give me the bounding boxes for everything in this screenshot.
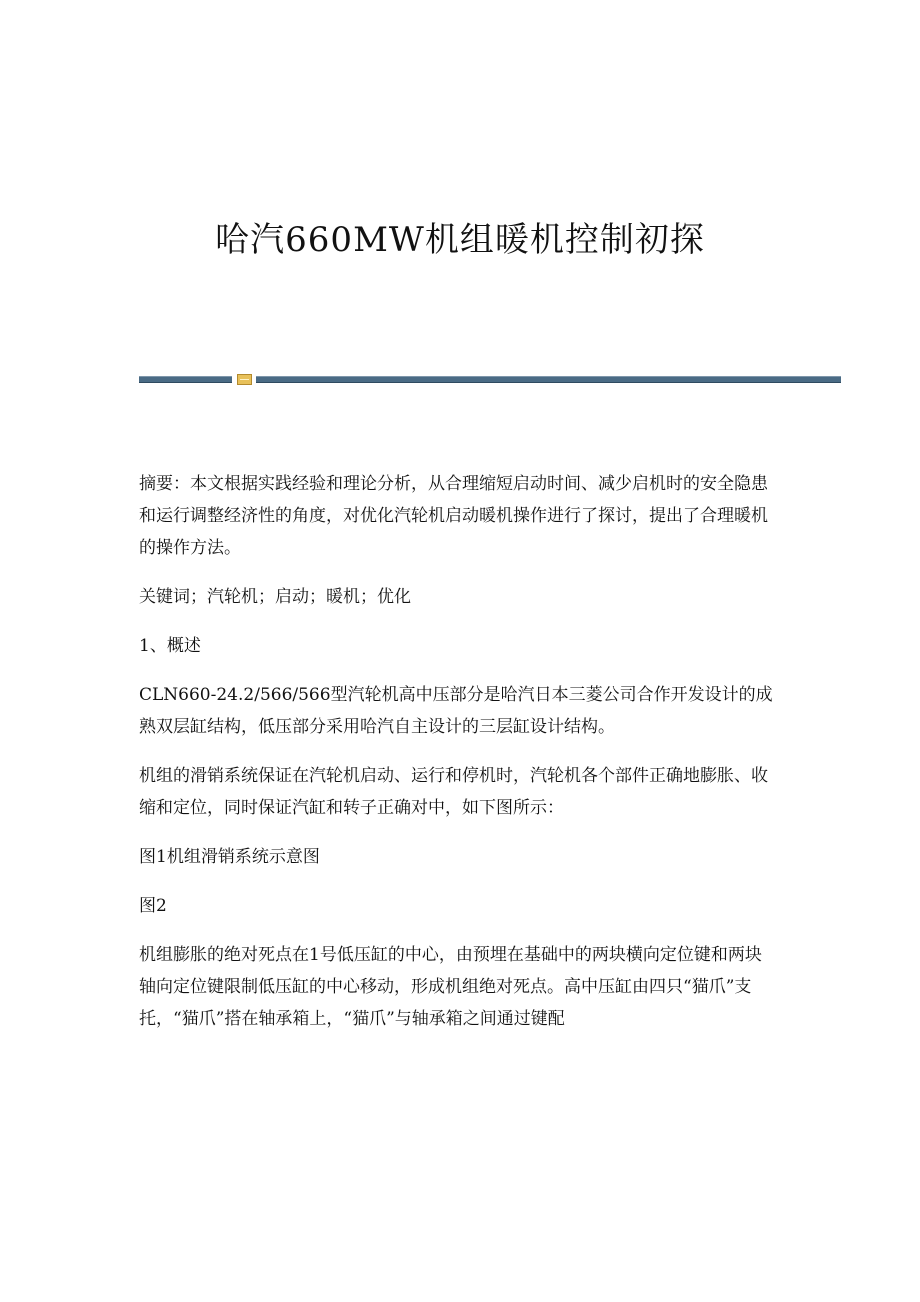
- divider-emblem-icon: [237, 374, 252, 385]
- document-title: 哈汽660MW机组暖机控制初探: [215, 220, 705, 260]
- section-heading: 1、概述: [139, 636, 201, 656]
- abstract-paragraph: 摘要：本文根据实践经验和理论分析，从合理缩短启动时间、减少启机时的安全隐患和运行调整经济性的角度，对优化汽轮机启动暖机操作进行了探讨，提出了合理暖机的操作方法。: [139, 474, 768, 558]
- figure-caption: 图1机组滑销系统示意图: [139, 847, 320, 867]
- body-paragraph: 机组的滑销系统保证在汽轮机启动、运行和停机时，汽轮机各个部件正确地膨胀、收缩和定位，同时保证汽缸和转子正确对中，如下图所示：: [139, 766, 768, 818]
- figure-caption: 图2: [139, 896, 167, 916]
- title-divider: [139, 374, 841, 386]
- divider-bar-right: [256, 376, 841, 383]
- keywords-paragraph: 关键词；汽轮机；启动；暖机；优化: [139, 587, 411, 607]
- body-paragraph: 机组膨胀的绝对死点在1号低压缸的中心，由预埋在基础中的两块横向定位键和两块轴向定位键限制低压缸的中心移动，形成机组绝对死点。高中压缸由四只“猫爪”支托，“猫爪”搭在轴承箱上，“猫爪”与轴承箱之间通过键配: [139, 945, 762, 1029]
- document-body: [139, 468, 775, 1052]
- body-paragraph: CLN660-24.2/566/566型汽轮机高中压部分是哈汽日本三菱公司合作开发设计的成熟双层缸结构，低压部分采用哈汽自主设计的三层缸设计结构。: [139, 685, 773, 737]
- divider-bar-left: [139, 376, 232, 383]
